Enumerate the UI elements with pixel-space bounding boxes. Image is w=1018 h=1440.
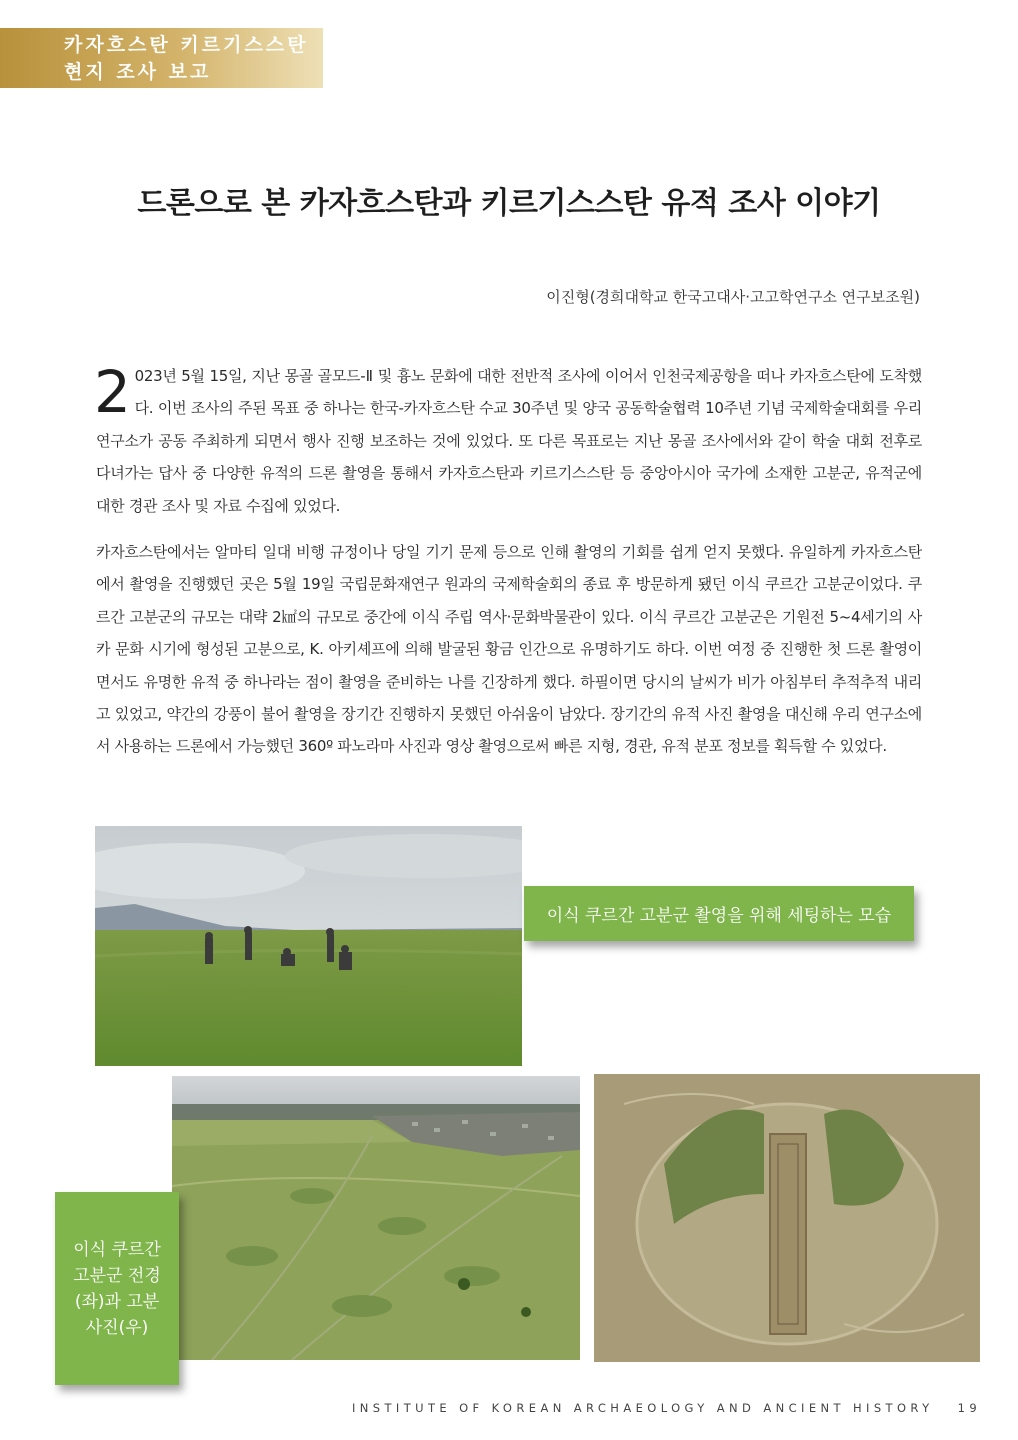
photo-burial-mound: [594, 1074, 980, 1362]
page-footer: [352, 1401, 981, 1415]
drop-cap: 2: [94, 358, 131, 426]
photo-field-setup: [95, 826, 522, 1066]
caption-aerial-overview: 이식 쿠르간 고분군 전경 (좌)과 고분 사진(우): [55, 1192, 179, 1385]
section-tag-line2: 현지 조사 보고: [64, 61, 212, 83]
paragraph-2: 카자흐스탄에서는 알마티 일대 비행 규정이나 당일 기기 문제 등으로 인해 촬영의 기회를 쉽게 얻지 못했다. 유일하게 카자흐스탄에서 촬영을 진행했던 곳은 5월 19일 국립문화재연구 원과의 국제학술회의 종료 후 방문하게 됐던 이식 쿠르간 고분군이었다. 쿠르간 고분군의 규모는 대략 2㎢의 규모로 중간에 이식 주립 역사·문화박물관이 있다. 이식 쿠르간 고분군은 기원전 5~4세기의 사카 문화 시기에 형성된 고분으로, K. 아키셰프에 의해 발굴된 황금 인간으로 유명하기도 하다. 이번 여정 중 진행한 첫 드론 촬영이면서도 유명한 유적 중 하나라는 점이 촬영을 준비하는 나를 긴장하게 했다. 하필이면 당시의 날씨가 비가 아침부터 추적추적 내리고 있었고, 약간의 강풍이 불어 촬영을 장기간 진행하지 못했던 아쉬움이 남았다. 장기간의 유적 사진 촬영을 대신해 우리 연구소에서 사용하는 드론에서 가능했던 360º 파노라마 사진과 영상 촬영으로써 빠른 지형, 경관, 유적 분포 정보를 획득할 수 있었다.: [96, 543, 922, 756]
section-tag: [0, 28, 323, 88]
article-title: 드론으로 본 카자흐스탄과 키르기스스탄 유적 조사 이야기: [137, 186, 881, 221]
caption-field-setup: 이식 쿠르간 고분군 촬영을 위해 세팅하는 모습: [524, 886, 914, 941]
footer-institute: INSTITUTE OF KOREAN ARCHAEOLOGY AND ANCIENT HISTORY: [352, 1401, 934, 1415]
section-tag-line1: 카자흐스탄 키르기스스탄: [64, 34, 309, 56]
photo-aerial-overview: [172, 1076, 580, 1360]
author-credit: 이진형(경희대학교 한국고대사·고고학연구소 연구보조원): [546, 288, 920, 306]
paragraph-1: [96, 360, 922, 522]
page-number: 19: [957, 1401, 982, 1415]
paragraph-1-text: 023년 5월 15일, 지난 몽골 골모드-Ⅱ 및 흉노 문화에 대한 전반적 조사에 이어서 인천국제공항을 떠나 카자흐스탄에 도착했다. 이번 조사의 주된 목표 중 하나는 한국-카자흐스탄 수교 30주년 및 양국 공동학술협력 10주년 기념 국제학술대회를 우리 연구소가 공동 주최하게 되면서 행사 진행 보조하는 것에 있었다. 또 다른 목표로는 지난 몽골 조사에서와 같이 학술 대회 전후로 다녀가는 답사 중 다양한 유적의 드론 촬영을 통해서 카자흐스탄과 키르기스스탄 등 중앙아시아 국가에 소재한 고분군, 유적군에 대한 경관 조사 및 자료 수집에 있었다.: [96, 367, 922, 515]
article-body: [96, 360, 922, 777]
